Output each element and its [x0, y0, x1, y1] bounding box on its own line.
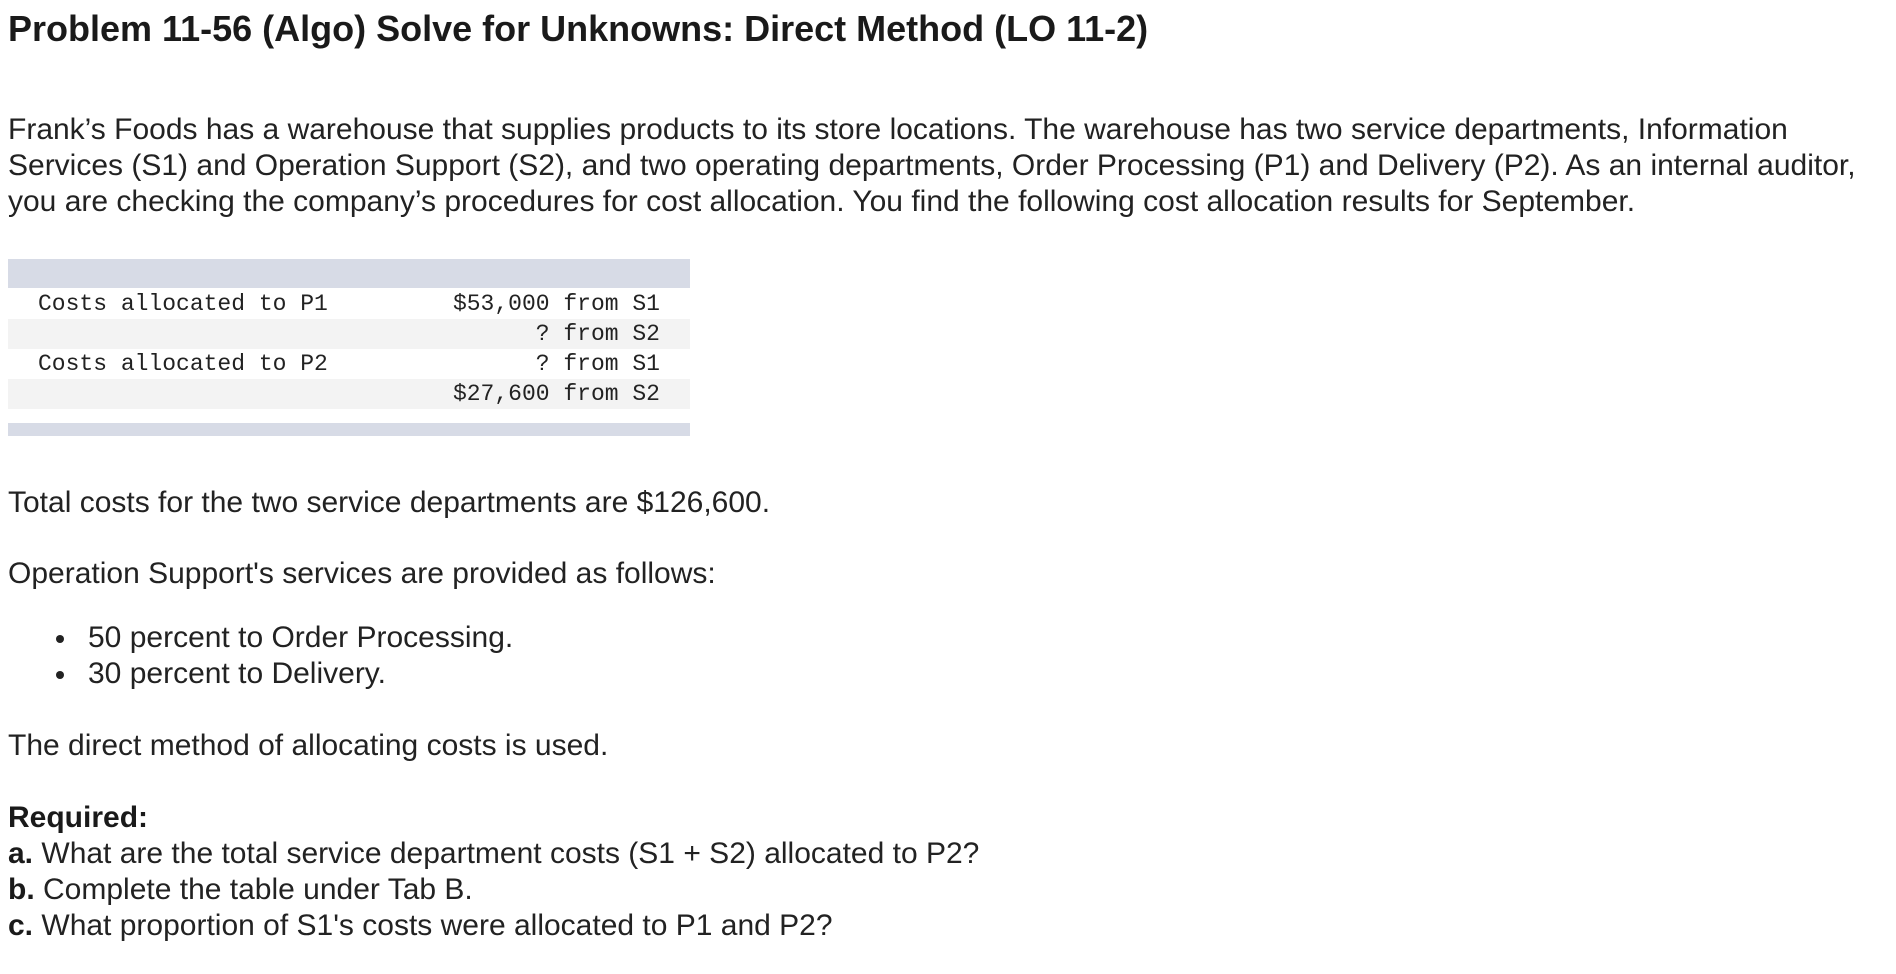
row-amount: ? from S1	[535, 351, 660, 377]
list-item-text: 30 percent to Delivery.	[88, 657, 386, 690]
required-item-c	[8, 908, 979, 944]
item-text: Complete the table under Tab B.	[43, 873, 473, 906]
row-amount: ? from S2	[535, 321, 660, 347]
allocation-table	[8, 289, 690, 409]
method-text: The direct method of allocating costs is used.	[8, 729, 609, 762]
services-intro-text: Operation Support's services are provided as follows:	[8, 557, 716, 590]
table-row	[8, 319, 690, 349]
row-amount: $27,600 from S2	[452, 381, 660, 407]
table-footer-bar	[8, 423, 690, 436]
list-item-text: 50 percent to Order Processing.	[88, 621, 514, 654]
required-section	[8, 800, 979, 944]
total-costs-text: Total costs for the two service departments are $126,600.	[8, 486, 771, 519]
item-text: What are the total service department costs (S1 + S2) allocated to P2?	[41, 837, 980, 870]
services-list	[8, 620, 513, 692]
row-label: Costs allocated to P1	[38, 291, 328, 317]
row-amount: $53,000 from S1	[452, 291, 660, 317]
table-row	[8, 289, 690, 319]
row-label: Costs allocated to P2	[38, 351, 328, 377]
table-row	[8, 349, 690, 379]
item-letter: b.	[8, 873, 35, 906]
item-letter: a.	[8, 837, 34, 870]
required-heading: Required:	[8, 801, 149, 834]
table-row	[8, 379, 690, 409]
list-item	[8, 656, 513, 692]
item-letter: c.	[8, 909, 34, 942]
bullet-icon	[56, 671, 64, 679]
page-title: Problem 11-56 (Algo) Solve for Unknowns: Direct Method (LO 11-2)	[8, 8, 1149, 49]
intro-paragraph: Frank’s Foods has a warehouse that supplies products to its store locations. The warehouse has two service departments, Information Services (S1) and Operation Support (S2), and two operating departments, Order Processing (P1) and Delivery (P2). As an internal auditor, you are checking the company’s procedures for cost allocation. You find the following cost allocation results for September.	[8, 113, 1856, 218]
required-item-b	[8, 872, 979, 908]
list-item	[8, 620, 513, 656]
item-text: What proportion of S1's costs were allocated to P1 and P2?	[41, 909, 833, 942]
required-item-a	[8, 836, 979, 872]
table-header-bar	[8, 259, 690, 288]
bullet-icon	[56, 635, 64, 643]
